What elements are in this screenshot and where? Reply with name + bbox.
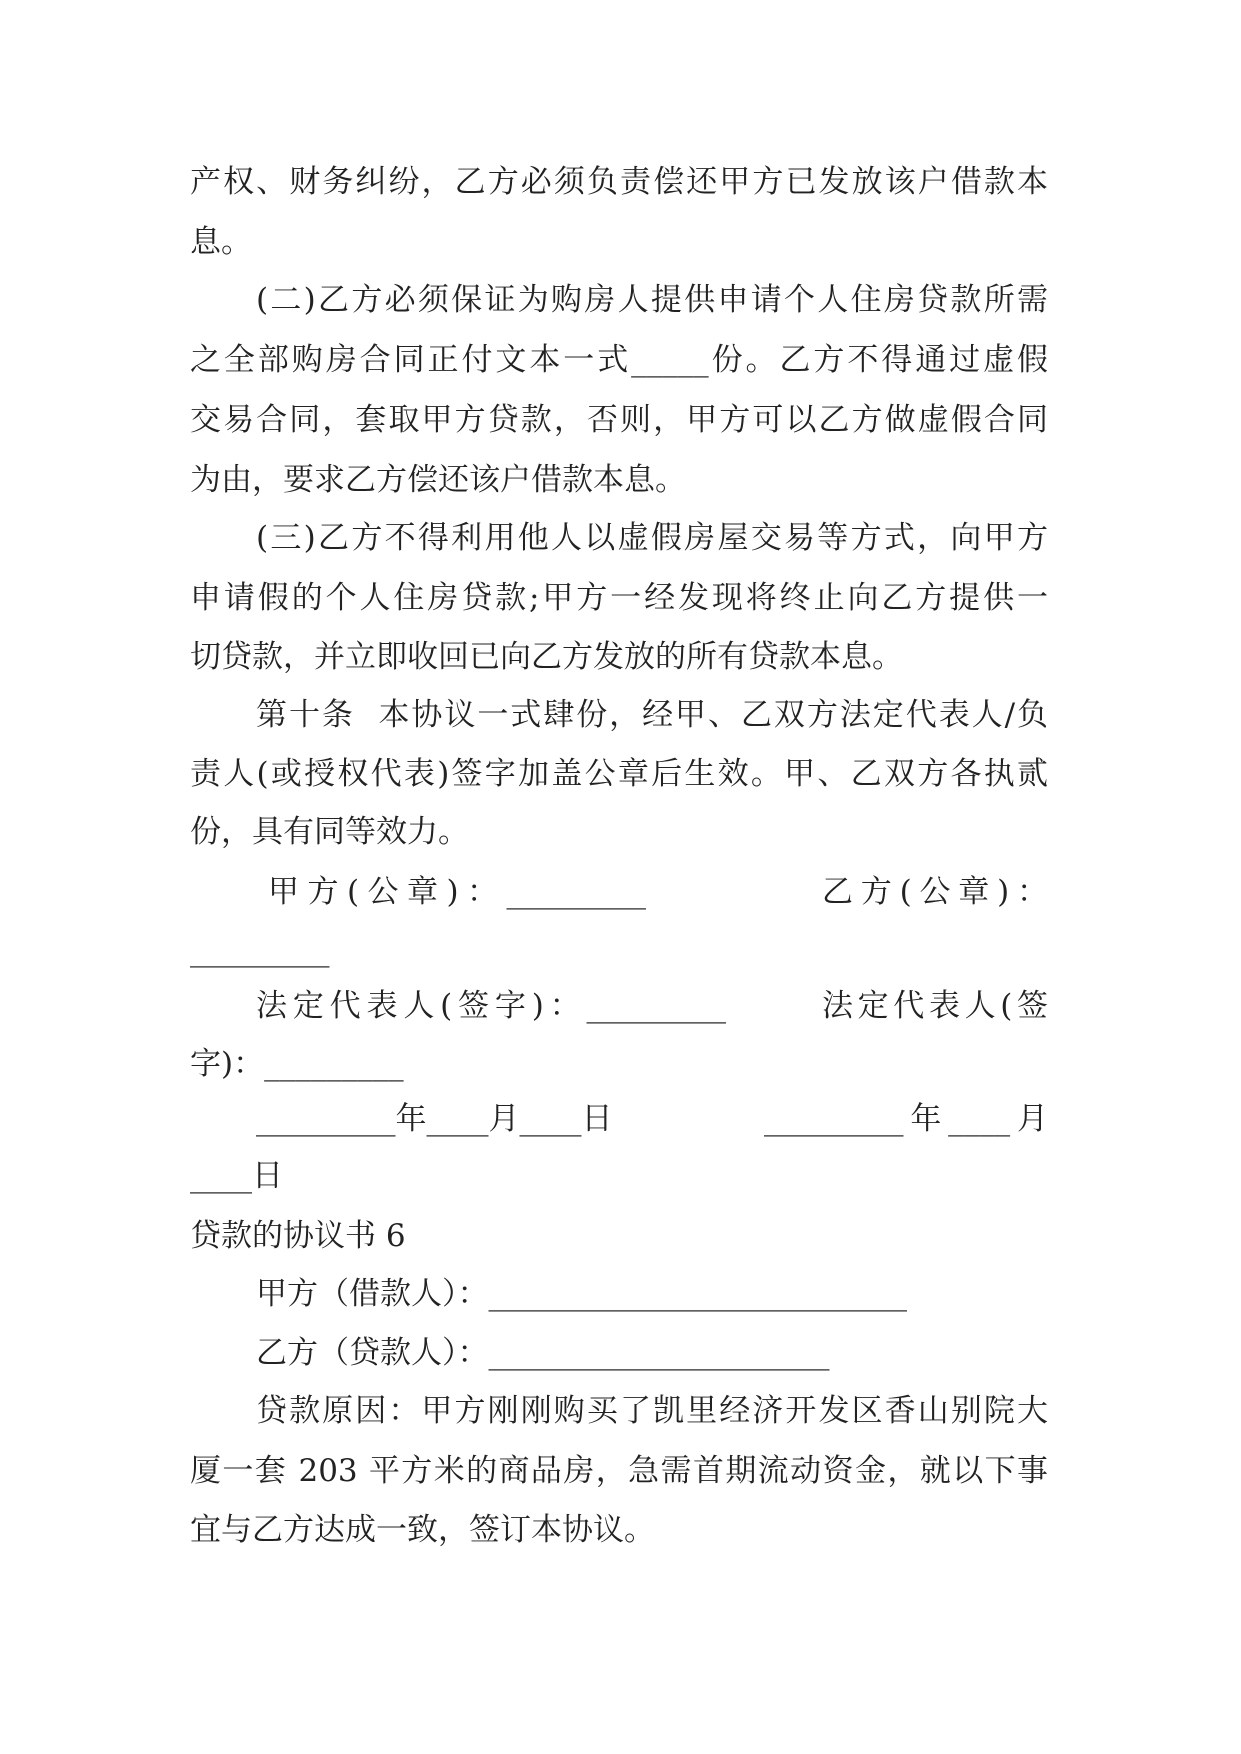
body-line: (二)乙方必须保证为购房人提供申请个人住房贷款所需 <box>256 282 1048 318</box>
body-line: 为由，要求乙方偿还该户借款本息。 <box>190 462 686 498</box>
body-line: 贷款原因：甲方刚刚购买了凯里经济开发区香山别院大 <box>256 1393 1048 1429</box>
lender-line: 乙方（贷款人）：______________________ <box>256 1335 830 1371</box>
signature-blank: _________ <box>190 932 330 968</box>
body-line: (三)乙方不得利用他人以虚假房屋交易等方式，向甲方 <box>256 520 1048 556</box>
body-line: 份，具有同等效力。 <box>190 814 469 850</box>
body-line: 厦一套 203 平方米的商品房，急需首期流动资金，就以下事 <box>190 1453 1048 1489</box>
body-line: 申请假的个人住房贷款;甲方一经发现将终止向乙方提供一 <box>190 580 1048 616</box>
party-a-seal-line: 甲方(公章)：_________ <box>268 874 646 910</box>
body-line: 交易合同，套取甲方贷款，否则，甲方可以乙方做虚假合同 <box>190 402 1048 438</box>
party-b-representative-line: 法定代表人(签 <box>822 988 1048 1024</box>
party-b-date-line: ____日 <box>190 1158 283 1194</box>
party-b-seal-line: 乙方(公章)： <box>822 874 1048 910</box>
body-line: 产权、财务纠纷，乙方必须负责偿还甲方已发放该户借款本 <box>190 164 1048 200</box>
body-line: 宜与乙方达成一致，签订本协议。 <box>190 1512 655 1548</box>
party-a-date-line: _________年____月____日 <box>256 1101 613 1137</box>
borrower-line: 甲方（借款人）：___________________________ <box>256 1276 907 1312</box>
body-line: 之全部购房合同正付文本一式_____份。乙方不得通过虚假 <box>190 342 1048 378</box>
party-a-representative-line: 法定代表人(签字)：_________ <box>256 988 726 1024</box>
body-line: 第十条 本协议一式肆份，经甲、乙双方法定代表人/负 <box>256 697 1048 733</box>
party-b-representative-line: 字)：_________ <box>190 1046 404 1082</box>
body-line: 切贷款，并立即收回已向乙方发放的所有贷款本息。 <box>190 639 903 675</box>
body-line: 息。 <box>190 224 252 260</box>
body-line: 责人(或授权代表)签字加盖公章后生效。甲、乙双方各执贰 <box>190 756 1048 792</box>
section-title: 贷款的协议书 6 <box>190 1218 406 1254</box>
party-b-date-line: _________年____月 <box>764 1101 1048 1137</box>
